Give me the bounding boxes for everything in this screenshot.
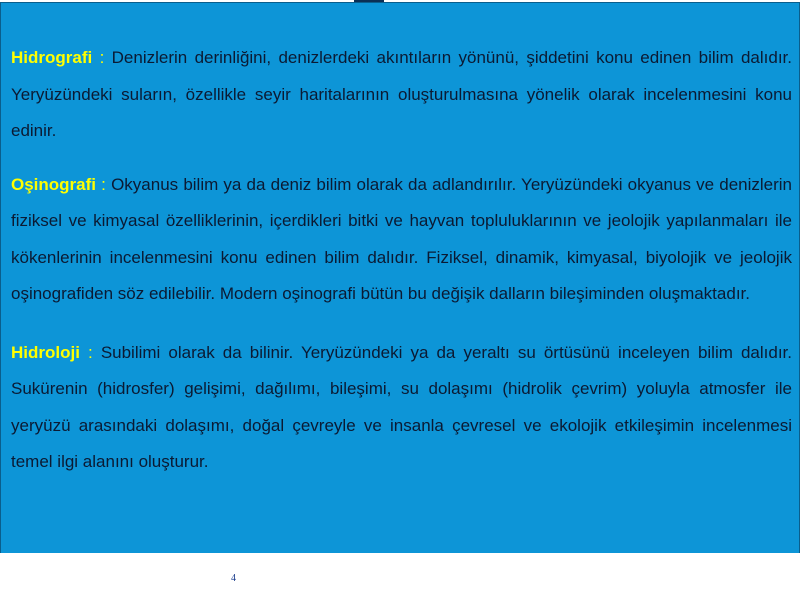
term-separator: : (79, 342, 101, 362)
paragraph-osinografi (11, 167, 792, 313)
definition-osinografi: Okyanus bilim ya da deniz bilim olarak da adlandırılır. Yeryüzündeki okyanus ve denizlerin fiziksel ve kimyasal özelliklerinin, içerdikleri bitki ve hayvan topluluklarının ve jeolojik yapılanmaları ile kökenlerinin incelenmesini konu edinen bilim dalıdır. Fiziksel, dinamik, kimyasal, biyolojik ve jeolojik oşinografiden söz edilebilir. Modern oşinografi bütün bu değişik dalların bileşiminden oluşmaktadır. (11, 174, 793, 303)
term-hidroloji: Hidroloji (11, 342, 80, 362)
term-osinografi: Oşinografi (11, 174, 97, 194)
paragraph-hidrografi (11, 40, 792, 150)
page-number: 4 (231, 573, 236, 584)
content-panel (0, 2, 800, 553)
term-separator: : (96, 174, 112, 194)
text-content (11, 40, 792, 496)
definition-hidroloji: Subilimi olarak da bilinir. Yeryüzündeki ya da yeraltı su örtüsünü inceleyen bilim dalıdır. Sukürenin (hidrosfer) gelişimi, dağılımı, bileşimi, su dolaşımı (hidrolik çevrim) yoluyla atmosfer ile yeryüzü arasındaki dolaşımı, doğal çevreyle ve insanla çevresel ve ekolojik etkileşimin incelenmesi temel ilgi alanını oluşturur. (11, 342, 792, 471)
term-separator: : (92, 48, 112, 67)
term-hidrografi: Hidrografi (11, 48, 93, 67)
paragraph-hidroloji (11, 335, 792, 481)
definition-hidrografi: Denizlerin derinliğini, denizlerdeki akıntıların yönünü, şiddetini konu edinen bilim dalıdır. Yeryüzündeki suların, özellikle seyir haritalarının oluşturulmasına yönelik olarak incelenmesini konu edinir. (11, 48, 792, 140)
